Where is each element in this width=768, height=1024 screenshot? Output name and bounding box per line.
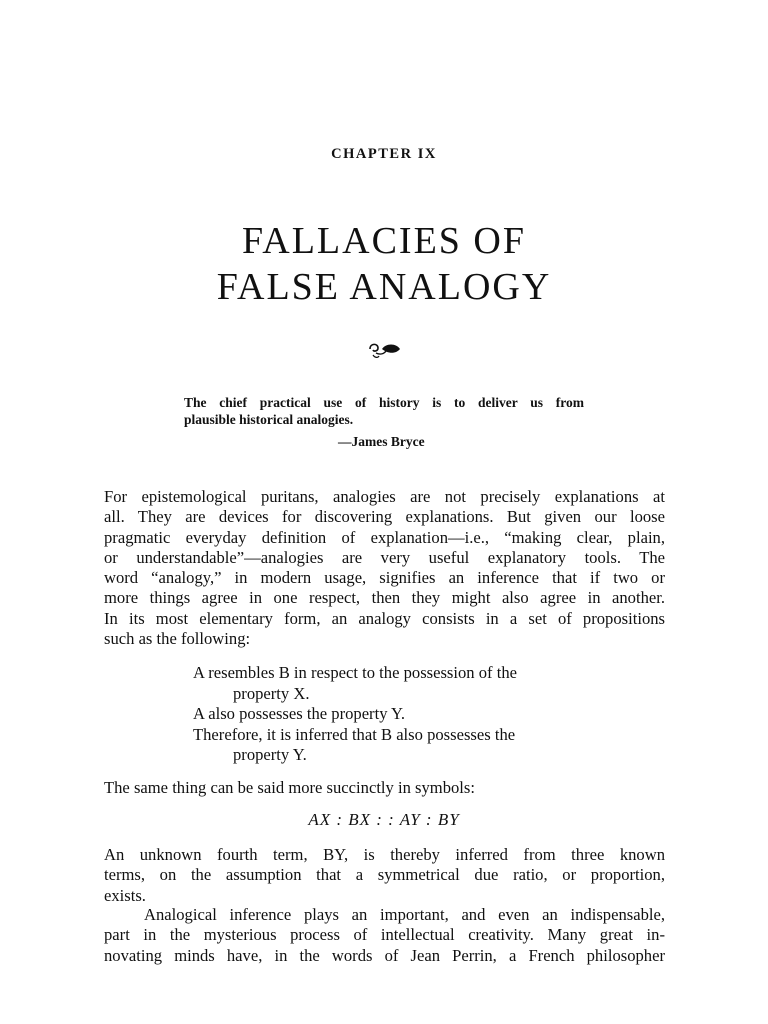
text-line: all. They are devices for discovering explanations. But given our loose <box>104 507 665 527</box>
epigraph-attribution: —James Bryce <box>338 434 425 449</box>
syllogism-line: A also possesses the property Y. <box>193 704 406 724</box>
paragraph-2: The same thing can be said more succinctly in symbols: <box>104 778 475 797</box>
syllogism-block <box>193 663 517 766</box>
text-line: novating minds have, in the words of Jean Perrin, a French philosopher <box>104 945 665 965</box>
chapter-title-line-1: FALLACIES OF <box>241 220 527 262</box>
chapter-label: CHAPTER IX <box>331 146 437 162</box>
text-line: or understandable”—analogies are very useful explanatory tools. The <box>104 547 665 567</box>
syllogism-line: Therefore, it is inferred that B also possesses the <box>193 724 516 744</box>
paragraph-1 <box>104 487 665 649</box>
chapter-title-line-2: FALSE ANALOGY <box>216 266 552 308</box>
symbolic-formula: AX : BX : : AY : BY <box>308 810 460 829</box>
text-line: part in the mysterious process of intellectual creativity. Many great in- <box>104 925 665 945</box>
text-line: pragmatic everyday definition of explanation—i.e., “making clear, plain, <box>104 527 665 547</box>
text-line: For epistemological puritans, analogies are not precisely explanations at <box>104 487 665 506</box>
epigraph-line-1: The chief practical use of history is to deliver us from <box>184 395 584 410</box>
syllogism-line: property X. <box>233 683 310 703</box>
epigraph-line-2: plausible historical analogies. <box>184 412 354 427</box>
text-line: word “analogy,” in modern usage, signifies an inference that if two or <box>104 568 665 588</box>
text-line: exists. <box>104 885 146 905</box>
syllogism-line: A resembles B in respect to the possession of the <box>193 663 517 682</box>
text-line: In its most elementary form, an analogy consists in a set of propositions <box>104 608 665 628</box>
text-line: such as the following: <box>104 629 251 649</box>
text-line: terms, on the assumption that a symmetrical due ratio, or proportion, <box>104 865 665 885</box>
text-line: Analogical inference plays an important, and even an indispensable, <box>144 905 665 924</box>
paragraph-4 <box>104 905 665 966</box>
text-line: more things agree in one respect, then they might also agree in another. <box>104 588 665 608</box>
syllogism-line: property Y. <box>233 745 307 765</box>
text-line: An unknown fourth term, BY, is thereby inferred from three known <box>104 845 665 864</box>
paragraph-3 <box>104 845 665 906</box>
fleuron-icon <box>364 337 404 361</box>
